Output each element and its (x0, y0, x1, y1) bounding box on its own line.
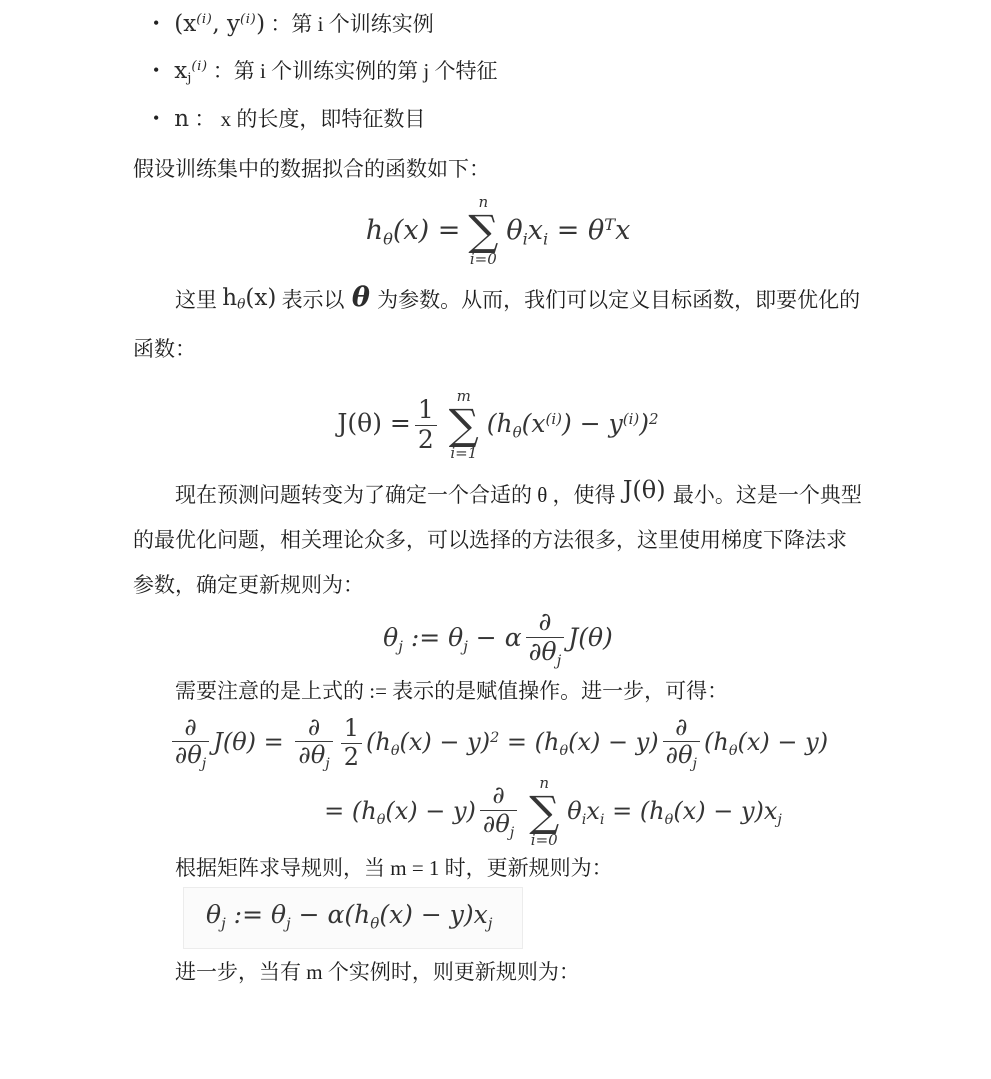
paragraph: 现在预测问题转变为了确定一个合适的 θ ，使得 J(θ) 最小。这是一个典型的最优化问题，相关理论众多，可以选择的方法很多，这里使用梯度下降法求参数，确定更新规则为： (133, 476, 862, 598)
inline-math-n: n (174, 106, 190, 133)
inline-math-theta: θ (351, 281, 370, 313)
list-item (153, 105, 863, 134)
formula-derivation-line1: $\frac{\partial}{\partial\theta_j}$ J(θ) = $\frac{\partial}{\partial\theta_j}$ $\frac{1}{2}$ $(h_\theta(x) - y)^2 = (h_\theta(x) - y)$ $\frac{\partial}{\partial\theta_j}$ $(h_\theta(x) - y)$ (133, 714, 863, 773)
paragraph: 需要注意的是上式的 := 表示的是赋值操作。进一步，可得： (175, 678, 729, 703)
formula-hypothesis: $h_\theta(x)$ = n ∑ i=0 $\theta_ix_i = \theta^Tx$ (365, 193, 631, 269)
formula-update-rule: $\theta_j$ := $\theta_j - \alpha$ $\frac{\partial}{\partial\theta_j}$ J(θ) (383, 607, 613, 670)
bullet-list (133, 6, 863, 134)
paragraph: 这里 $h_\theta(x)$ 表示以 θ 为参数。从而，我们可以定义目标函数，即要优化的函数： (133, 281, 861, 361)
inline-math-xy-pair: ($x^{(i)}$, $y^{(i)}$) (174, 11, 266, 37)
bullet-label: ： x 的长度，即特征数目 (194, 107, 426, 132)
sum-operator: n ∑ i=0 (468, 193, 499, 269)
fraction-one-half: $\frac{1}{2}$ (341, 715, 362, 771)
fraction-one-half: $\frac{1}{2}$ (415, 396, 437, 455)
formula-cost: J(θ) = $\frac{1}{2}$ m ∑ i=1 $(h_\theta(x^{(i)}) - y^{(i)})^2$ (337, 387, 659, 463)
bullet-label: ：第 i 个训练实例的第 j 个特征 (212, 58, 498, 83)
inline-math-j-theta: J(θ) (622, 476, 666, 505)
formula-image-box-row (133, 887, 863, 949)
bullet-icon: • (153, 13, 160, 33)
formula-derivation-line2: = $(h_\theta(x) - y)$ $\frac{\partial}{\partial\theta_j}$ n ∑ i=0 $\theta_ix_i = (h_\theta(x) - y)x_j$ (324, 773, 782, 849)
partial-derivative-fraction: $\frac{\partial}{\partial\theta_j}$ (526, 608, 565, 669)
sum-operator: n ∑ i=0 (529, 773, 560, 849)
partial-derivative-fraction: $\frac{\partial}{\partial\theta_j}$ (663, 714, 700, 773)
partial-derivative-fraction: $\frac{\partial}{\partial\theta_j}$ (172, 714, 209, 773)
list-item (153, 57, 863, 88)
inline-math-xj: $x_j^{(i)}$ (174, 57, 208, 86)
bullet-label: ：第 i 个训练实例 (270, 12, 434, 36)
bullet-icon: • (153, 59, 160, 80)
partial-derivative-fraction: $\frac{\partial}{\partial\theta_j}$ (295, 714, 332, 773)
paragraph: 假设训练集中的数据拟合的函数如下： (133, 157, 490, 182)
list-item (153, 10, 863, 39)
bullet-icon: • (153, 108, 160, 129)
paragraph: 根据矩阵求导规则，当 m = 1 时，更新规则为： (175, 856, 613, 881)
sum-operator: m ∑ i=1 (448, 387, 479, 463)
formula-update-rule-m1: $\theta_j$ := $\theta_j - \alpha(h_\theta(x) - y)x_j$ (183, 887, 523, 949)
partial-derivative-fraction: $\frac{\partial}{\partial\theta_j}$ (480, 782, 517, 841)
paragraph: 进一步，当有 m 个实例时，则更新规则为： (175, 960, 580, 985)
inline-math-h-theta: $h_\theta(x)$ (222, 284, 277, 312)
